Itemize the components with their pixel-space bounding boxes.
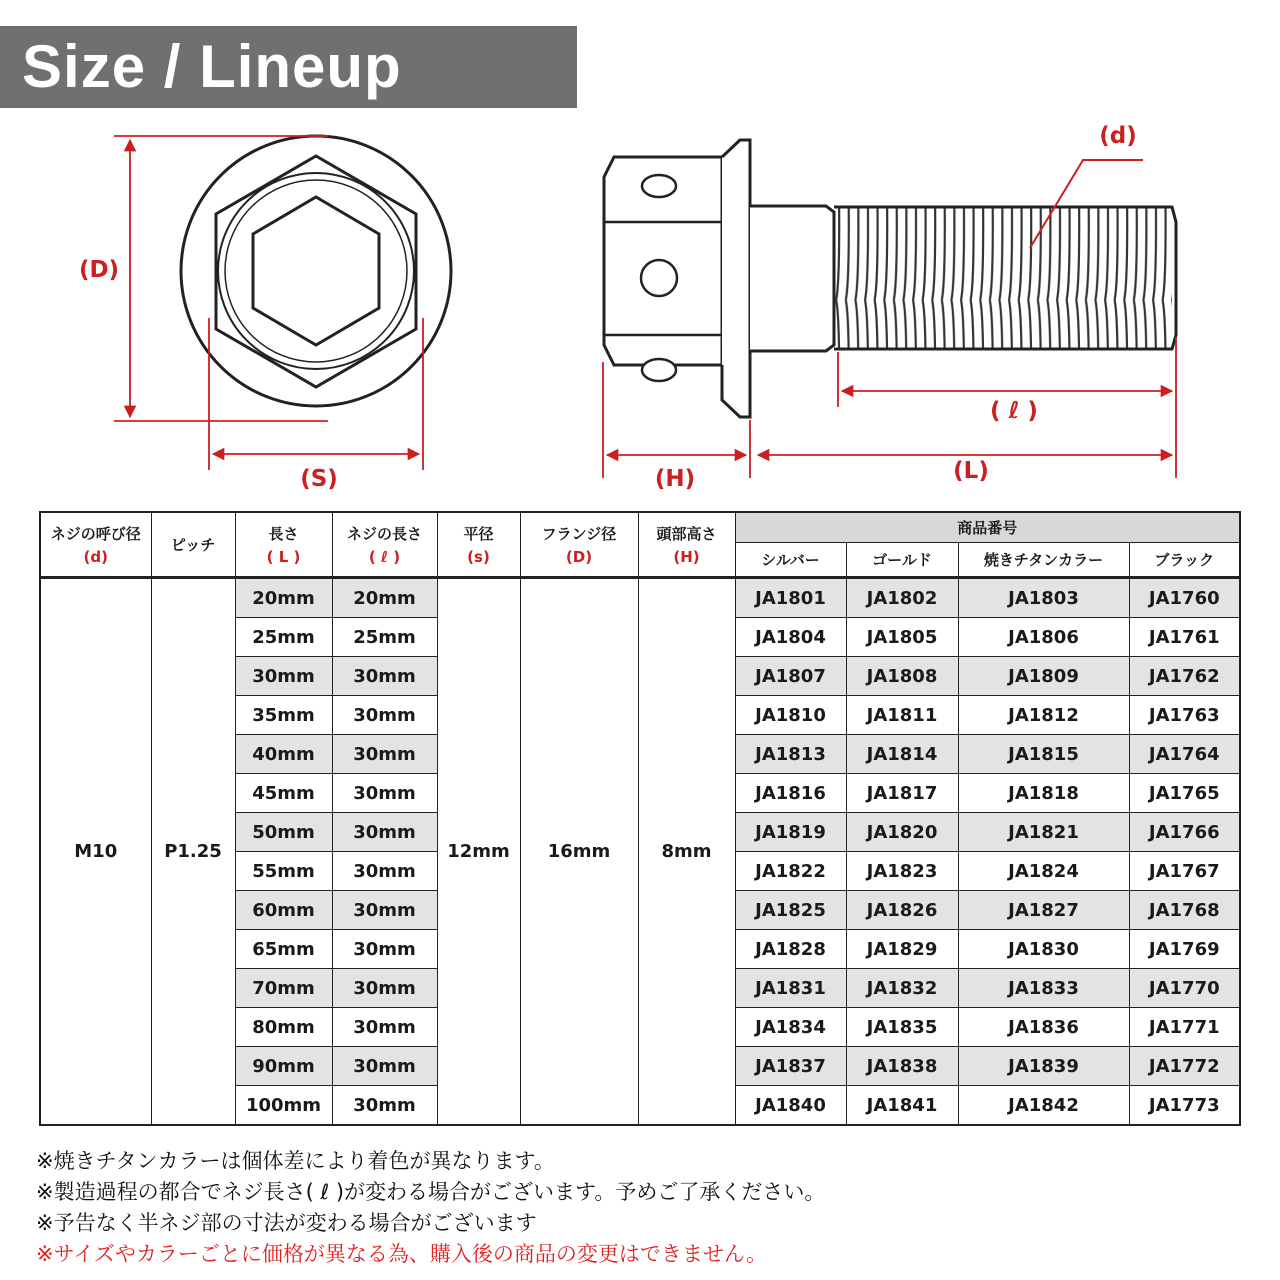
cell-burnt-titanium: JA1806 <box>958 618 1129 657</box>
warning-note: ※サイズやカラーごとに価格が異なる為、購入後の商品の変更はできません。 <box>36 1242 768 1266</box>
cell-length: 90mm <box>235 1047 332 1086</box>
dim-d-flange <box>114 136 328 421</box>
note-line: ※製造過程の都合でネジ長さ( ℓ )が変わる場合がございます。予めご了承ください。 <box>36 1180 826 1204</box>
cell-gold: JA1835 <box>846 1008 958 1047</box>
cell-black: JA1772 <box>1129 1047 1240 1086</box>
cell-gold: JA1805 <box>846 618 958 657</box>
cell-burnt-titanium: JA1809 <box>958 657 1129 696</box>
col-silver: シルバー <box>735 543 846 578</box>
cell-thread-length: 30mm <box>332 735 437 774</box>
cell-gold: JA1808 <box>846 657 958 696</box>
label-l-length: (L) <box>953 458 989 484</box>
cell-gold: JA1823 <box>846 852 958 891</box>
bolt-top-view <box>181 136 451 406</box>
cell-length: 65mm <box>235 930 332 969</box>
col-burnt-titanium: 焼きチタンカラー <box>958 543 1129 578</box>
cell-black: JA1762 <box>1129 657 1240 696</box>
cell-length: 25mm <box>235 618 332 657</box>
cell-thread-length: 30mm <box>332 930 437 969</box>
label-d-thread: (d) <box>1099 123 1137 149</box>
cell-thread-length: 30mm <box>332 1008 437 1047</box>
cell-black: JA1768 <box>1129 891 1240 930</box>
cell-silver: JA1801 <box>735 578 846 618</box>
cell-burnt-titanium: JA1842 <box>958 1086 1129 1126</box>
cell-burnt-titanium: JA1803 <box>958 578 1129 618</box>
cell-black: JA1763 <box>1129 696 1240 735</box>
cell-thread-length: 30mm <box>332 891 437 930</box>
cell-silver: JA1807 <box>735 657 846 696</box>
cell-silver: JA1810 <box>735 696 846 735</box>
cell-silver: JA1831 <box>735 969 846 1008</box>
cell-silver: JA1837 <box>735 1047 846 1086</box>
cell-black: JA1766 <box>1129 813 1240 852</box>
dim-s-across-flats <box>209 318 423 470</box>
cell-length: 35mm <box>235 696 332 735</box>
table-body <box>40 578 1240 1126</box>
cell-thread-length: 30mm <box>332 774 437 813</box>
cell-silver: JA1822 <box>735 852 846 891</box>
cell-gold: JA1841 <box>846 1086 958 1126</box>
cell-black: JA1761 <box>1129 618 1240 657</box>
cell-length: 50mm <box>235 813 332 852</box>
cell-thread-length: 30mm <box>332 969 437 1008</box>
col-flange-dia: フランジ径 (D) <box>520 512 638 578</box>
col-black: ブラック <box>1129 543 1240 578</box>
col-length: 長さ ( L ) <box>235 512 332 578</box>
cell-thread-dia: M10 <box>40 578 151 1126</box>
cell-gold: JA1817 <box>846 774 958 813</box>
cell-black: JA1770 <box>1129 969 1240 1008</box>
cell-burnt-titanium: JA1815 <box>958 735 1129 774</box>
page-title-banner <box>0 26 577 108</box>
cell-gold: JA1811 <box>846 696 958 735</box>
cell-gold: JA1829 <box>846 930 958 969</box>
cell-black: JA1769 <box>1129 930 1240 969</box>
cell-thread-length: 30mm <box>332 696 437 735</box>
cell-gold: JA1814 <box>846 735 958 774</box>
col-thread-dia: ネジの呼び径 (d) <box>40 512 151 578</box>
cell-length: 40mm <box>235 735 332 774</box>
cell-flange-dia: 16mm <box>520 578 638 1126</box>
cell-thread-length: 30mm <box>332 852 437 891</box>
cell-black: JA1764 <box>1129 735 1240 774</box>
cell-silver: JA1819 <box>735 813 846 852</box>
cell-gold: JA1838 <box>846 1047 958 1086</box>
cell-length: 55mm <box>235 852 332 891</box>
label-s: (S) <box>300 466 338 492</box>
cell-gold: JA1826 <box>846 891 958 930</box>
cell-thread-length: 30mm <box>332 813 437 852</box>
table-row <box>40 578 1240 618</box>
col-thread-length: ネジの長さ ( ℓ ) <box>332 512 437 578</box>
cell-head-height: 8mm <box>638 578 735 1126</box>
dimension-diagram <box>0 110 1280 510</box>
cell-length: 100mm <box>235 1086 332 1126</box>
label-thread-length: ( ℓ ) <box>990 398 1038 424</box>
col-product-no: 商品番号 <box>735 512 1240 543</box>
col-pitch: ピッチ <box>151 512 235 578</box>
cell-black: JA1765 <box>1129 774 1240 813</box>
dim-h-head <box>603 362 1172 478</box>
page-title: Size / Lineup <box>22 33 402 100</box>
label-d-flange: (D) <box>78 257 120 283</box>
cell-burnt-titanium: JA1812 <box>958 696 1129 735</box>
cell-across-flats: 12mm <box>437 578 520 1126</box>
note-line: ※焼きチタンカラーは個体差により着色が異なります。 <box>36 1149 555 1173</box>
cell-silver: JA1804 <box>735 618 846 657</box>
cell-thread-length: 30mm <box>332 1086 437 1126</box>
bolt-drawing <box>0 110 1280 510</box>
cell-burnt-titanium: JA1818 <box>958 774 1129 813</box>
cell-thread-length: 25mm <box>332 618 437 657</box>
bolt-side-view <box>604 140 1176 417</box>
cell-black: JA1771 <box>1129 1008 1240 1047</box>
cell-burnt-titanium: JA1839 <box>958 1047 1129 1086</box>
cell-thread-length: 30mm <box>332 1047 437 1086</box>
cell-thread-length: 30mm <box>332 657 437 696</box>
cell-black: JA1760 <box>1129 578 1240 618</box>
cell-pitch: P1.25 <box>151 578 235 1126</box>
cell-length: 80mm <box>235 1008 332 1047</box>
cell-silver: JA1834 <box>735 1008 846 1047</box>
cell-silver: JA1813 <box>735 735 846 774</box>
cell-burnt-titanium: JA1836 <box>958 1008 1129 1047</box>
cell-length: 20mm <box>235 578 332 618</box>
col-across-flats: 平径 (s) <box>437 512 520 578</box>
cell-burnt-titanium: JA1821 <box>958 813 1129 852</box>
col-gold: ゴールド <box>846 543 958 578</box>
cell-burnt-titanium: JA1827 <box>958 891 1129 930</box>
note-line: ※予告なく半ネジ部の寸法が変わる場合がございます <box>36 1211 537 1235</box>
cell-thread-length: 20mm <box>332 578 437 618</box>
cell-silver: JA1840 <box>735 1086 846 1126</box>
cell-silver: JA1825 <box>735 891 846 930</box>
label-h: (H) <box>654 466 696 492</box>
cell-gold: JA1802 <box>846 578 958 618</box>
cell-burnt-titanium: JA1830 <box>958 930 1129 969</box>
cell-gold: JA1820 <box>846 813 958 852</box>
size-lineup-table <box>39 511 1241 1126</box>
cell-black: JA1773 <box>1129 1086 1240 1126</box>
cell-silver: JA1828 <box>735 930 846 969</box>
cell-burnt-titanium: JA1824 <box>958 852 1129 891</box>
cell-black: JA1767 <box>1129 852 1240 891</box>
cell-length: 70mm <box>235 969 332 1008</box>
notes <box>36 1146 1256 1270</box>
cell-silver: JA1816 <box>735 774 846 813</box>
col-head-height: 頭部高さ (H) <box>638 512 735 578</box>
cell-length: 30mm <box>235 657 332 696</box>
cell-burnt-titanium: JA1833 <box>958 969 1129 1008</box>
cell-gold: JA1832 <box>846 969 958 1008</box>
cell-length: 45mm <box>235 774 332 813</box>
cell-length: 60mm <box>235 891 332 930</box>
